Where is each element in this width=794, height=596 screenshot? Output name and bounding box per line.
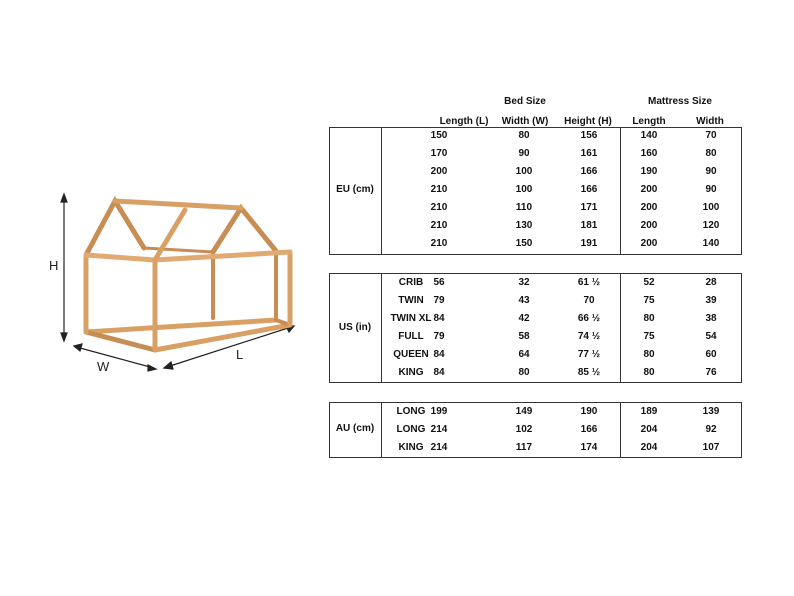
height-cell: 66 ½	[577, 313, 601, 324]
length-cell: 210	[430, 220, 448, 231]
width-cell: 32	[518, 277, 530, 288]
width-cell: 100	[515, 166, 533, 177]
height-cell: 166	[580, 424, 598, 435]
width-cell: 58	[518, 331, 530, 342]
size-name-cell: TWIN XL	[390, 313, 432, 324]
mattress-width-cell: 38	[705, 313, 717, 324]
width-cell: 64	[518, 349, 530, 360]
length-cell: 210	[430, 238, 448, 249]
height-cell: 191	[580, 238, 598, 249]
length-cell: 214	[430, 424, 448, 435]
region-label: US (in)	[338, 322, 372, 333]
width-cell: 110	[515, 202, 533, 213]
width-cell: 130	[515, 220, 533, 231]
size-name-cell: LONG	[396, 406, 426, 417]
mattress-size-header: Mattress Size	[648, 96, 712, 107]
mattress-width-cell: 90	[705, 184, 717, 195]
mattress-length-cell: 80	[643, 367, 655, 378]
length-cell: 79	[433, 331, 445, 342]
mattress-width-cell: 80	[705, 148, 717, 159]
height-cell: 166	[580, 166, 598, 177]
mattress-length-cell: 80	[643, 313, 655, 324]
size-name-cell: FULL	[398, 331, 424, 342]
mattress-width-cell: 92	[705, 424, 717, 435]
width-cell: 90	[518, 148, 530, 159]
bed-size-header: Bed Size	[504, 96, 546, 107]
length-cell: 210	[430, 184, 448, 195]
size-name-cell: CRIB	[398, 277, 424, 288]
length-cell: 200	[430, 166, 448, 177]
length-cell: 210	[430, 202, 448, 213]
width-cell: 80	[518, 130, 530, 141]
length-cell: 199	[430, 406, 448, 417]
mattress-length-cell: 200	[640, 220, 658, 231]
mattress-length-cell: 80	[643, 349, 655, 360]
mattress-length-cell: 160	[640, 148, 658, 159]
length-cell: 170	[430, 148, 448, 159]
width-cell: 149	[515, 406, 533, 417]
length-cell: 84	[433, 349, 445, 360]
width-column-header: Width (W)	[501, 116, 549, 127]
table-row	[329, 328, 742, 346]
width-cell: 117	[515, 442, 533, 453]
table-row	[329, 145, 742, 163]
height-cell: 77 ½	[577, 349, 601, 360]
mattress-width-cell: 70	[705, 130, 717, 141]
table-row	[329, 403, 742, 421]
height-cell: 166	[580, 184, 598, 195]
mattress-length-cell: 200	[640, 202, 658, 213]
height-cell: 174	[580, 442, 598, 453]
height-cell: 171	[580, 202, 598, 213]
table-row	[329, 199, 742, 217]
height-cell: 181	[580, 220, 598, 231]
size-name-cell: QUEEN	[393, 349, 429, 360]
mattress-length-cell: 52	[643, 277, 655, 288]
mattress-length-cell: 140	[640, 130, 658, 141]
mattress-length-cell: 190	[640, 166, 658, 177]
height-dimension-label: H	[49, 258, 59, 273]
region-label: AU (cm)	[335, 423, 375, 434]
length-cell: 56	[433, 277, 445, 288]
size-name-cell: LONG	[396, 424, 426, 435]
mattress-width-cell: 120	[702, 220, 720, 231]
width-cell: 100	[515, 184, 533, 195]
height-column-header: Height (H)	[564, 116, 612, 127]
width-cell: 102	[515, 424, 533, 435]
mattress-length-cell: 200	[640, 184, 658, 195]
height-cell: 156	[580, 130, 598, 141]
length-cell: 84	[433, 313, 445, 324]
length-dimension-label: L	[236, 347, 244, 362]
mattress-length-cell: 200	[640, 238, 658, 249]
table-row	[329, 292, 742, 310]
table-row	[329, 274, 742, 292]
table-row	[329, 181, 742, 199]
height-cell: 74 ½	[577, 331, 601, 342]
length-column-header: Length (L)	[439, 116, 489, 127]
table-row	[329, 346, 742, 364]
table-row	[329, 310, 742, 328]
table-row	[329, 127, 742, 145]
length-cell: 79	[433, 295, 445, 306]
table-row	[329, 163, 742, 181]
au-size-table	[329, 402, 742, 458]
mattress-width-cell: 90	[705, 166, 717, 177]
mattress-width-cell: 28	[705, 277, 717, 288]
table-row	[329, 439, 742, 457]
mattress-length-column-header: Length	[632, 116, 666, 127]
table-row	[329, 217, 742, 235]
size-name-cell: TWIN	[398, 295, 424, 306]
table-row	[329, 421, 742, 439]
mattress-length-cell: 204	[640, 442, 658, 453]
height-cell: 61 ½	[577, 277, 601, 288]
mattress-width-cell: 54	[705, 331, 717, 342]
table-row	[329, 235, 742, 253]
mattress-width-cell: 39	[705, 295, 717, 306]
width-cell: 42	[518, 313, 530, 324]
mattress-length-cell: 75	[643, 295, 655, 306]
house-bed-frame-illustration	[40, 180, 310, 390]
us-size-table	[329, 273, 742, 383]
width-cell: 150	[515, 238, 533, 249]
table-row	[329, 364, 742, 382]
height-cell: 85 ½	[577, 367, 601, 378]
length-cell: 214	[430, 442, 448, 453]
mattress-width-cell: 107	[702, 442, 720, 453]
mattress-width-column-header: Width	[696, 116, 724, 127]
height-cell: 70	[583, 295, 595, 306]
size-name-cell: KING	[398, 367, 424, 378]
width-cell: 43	[518, 295, 530, 306]
width-dimension-label: W	[97, 359, 110, 374]
mattress-width-cell: 140	[702, 238, 720, 249]
mattress-width-cell: 139	[702, 406, 720, 417]
mattress-width-cell: 100	[702, 202, 720, 213]
height-cell: 161	[580, 148, 598, 159]
size-name-cell: KING	[398, 442, 424, 453]
eu-size-table	[329, 127, 742, 255]
mattress-length-cell: 204	[640, 424, 658, 435]
length-cell: 84	[433, 367, 445, 378]
length-cell: 150	[430, 130, 448, 141]
region-label: EU (cm)	[336, 184, 374, 195]
mattress-length-cell: 189	[640, 406, 658, 417]
mattress-length-cell: 75	[643, 331, 655, 342]
width-cell: 80	[518, 367, 530, 378]
mattress-width-cell: 76	[705, 367, 717, 378]
mattress-width-cell: 60	[705, 349, 717, 360]
height-cell: 190	[580, 406, 598, 417]
